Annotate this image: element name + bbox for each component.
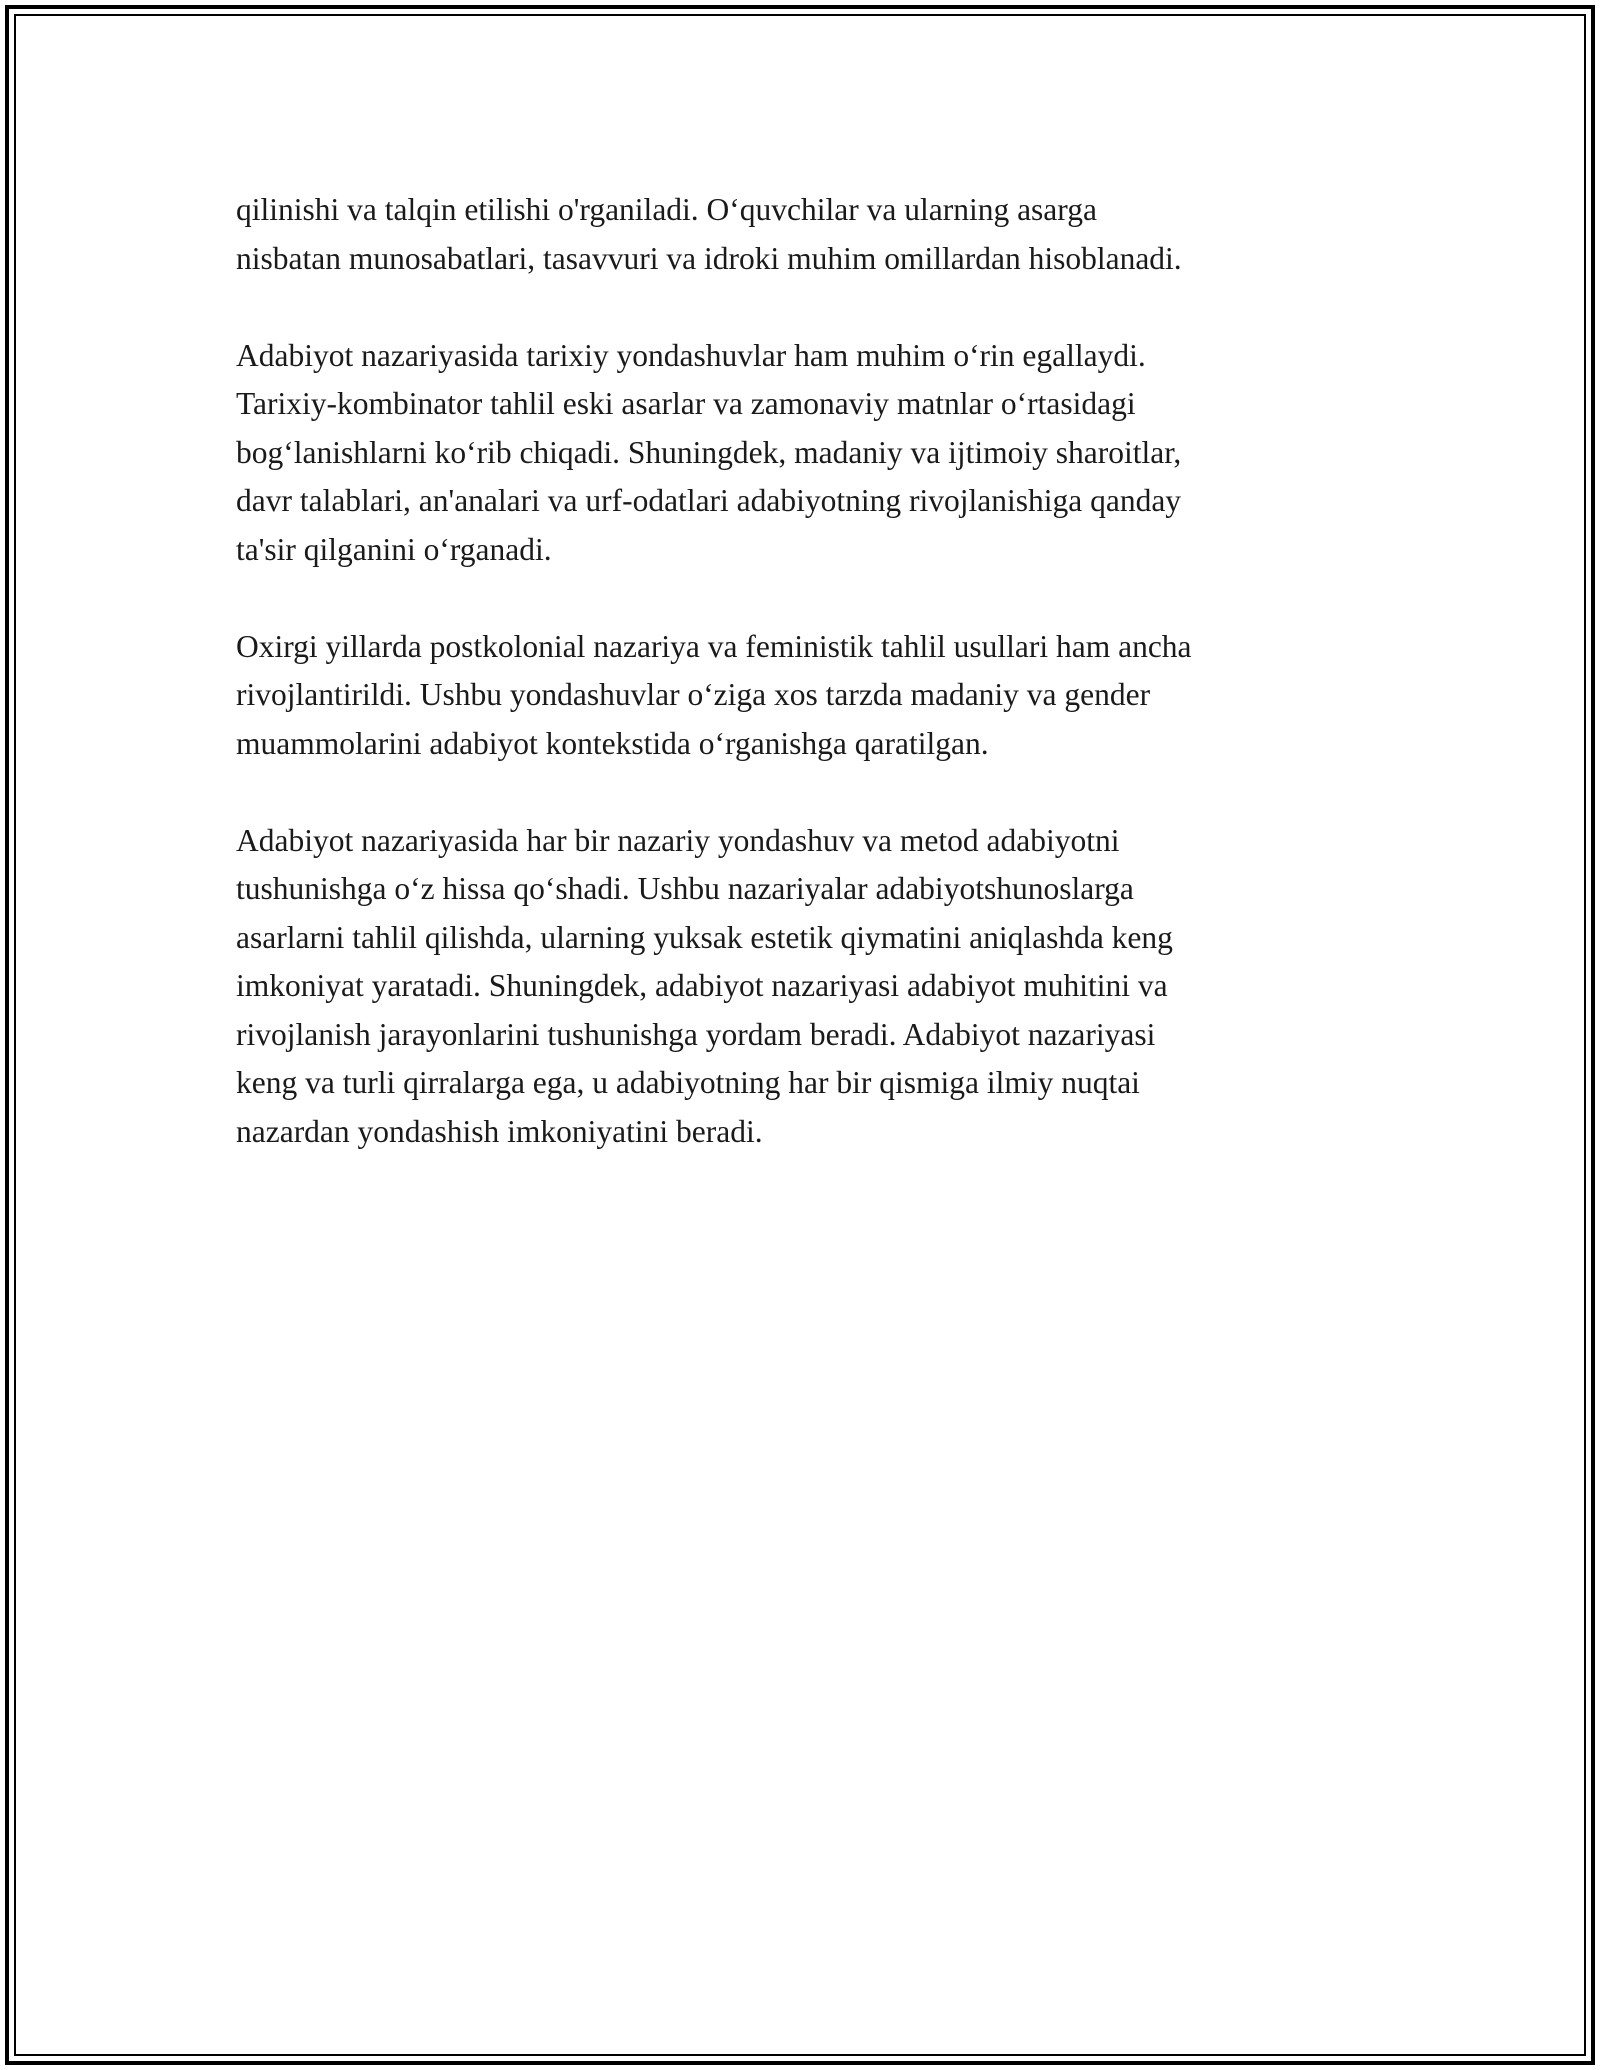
paragraph: Adabiyot nazariyasida tarixiy yondashuvlar ham muhim o‘rin egallaydi. Tarixiy-kombinator tahlil eski asarlar va zamonaviy matnlar o‘rtasidagi bog‘lanishlarni ko‘rib chiqadi. Shuningdek, madaniy va ijtimoiy sharoitlar, davr talablari, an'analari va urf-odatlari adabiyotning rivojlanishiga qanday ta'sir qilganini o‘rganadi. (236, 337, 1182, 567)
document-body (236, 186, 1366, 1156)
paragraph: Oxirgi yillarda postkolonial nazariya va feministik tahlil usullari ham ancha rivojlantirildi. Ushbu yondashuvlar o‘ziga xos tarzda madaniy va gender muammolarini adabiyot kontekstida o‘rganishga qaratilgan. (236, 628, 1192, 761)
paragraph: qilinishi va talqin etilishi o'rganiladi. O‘quvchilar va ularning asarga nisbatan munosabatlari, tasavvuri va idroki muhim omillardan hisoblanadi. (236, 192, 1182, 276)
paragraph: Adabiyot nazariyasida har bir nazariy yondashuv va metod adabiyotni tushunishga o‘z hissa qo‘shadi. Ushbu nazariyalar adabiyotshunoslarga asarlarni tahlil qilishda, ularning yuksak estetik qiymatini aniqlashda keng imkoniyat yaratadi. Shuningdek, adabiyot nazariyasi adabiyot muhitini va rivojlanish jarayonlarini tushunishga yordam beradi. Adabiyot nazariyasi keng va turli qirralarga ega, u adabiyotning har bir qismiga ilmiy nuqtai nazardan yondashish imkoniyatini beradi. (236, 822, 1173, 1149)
